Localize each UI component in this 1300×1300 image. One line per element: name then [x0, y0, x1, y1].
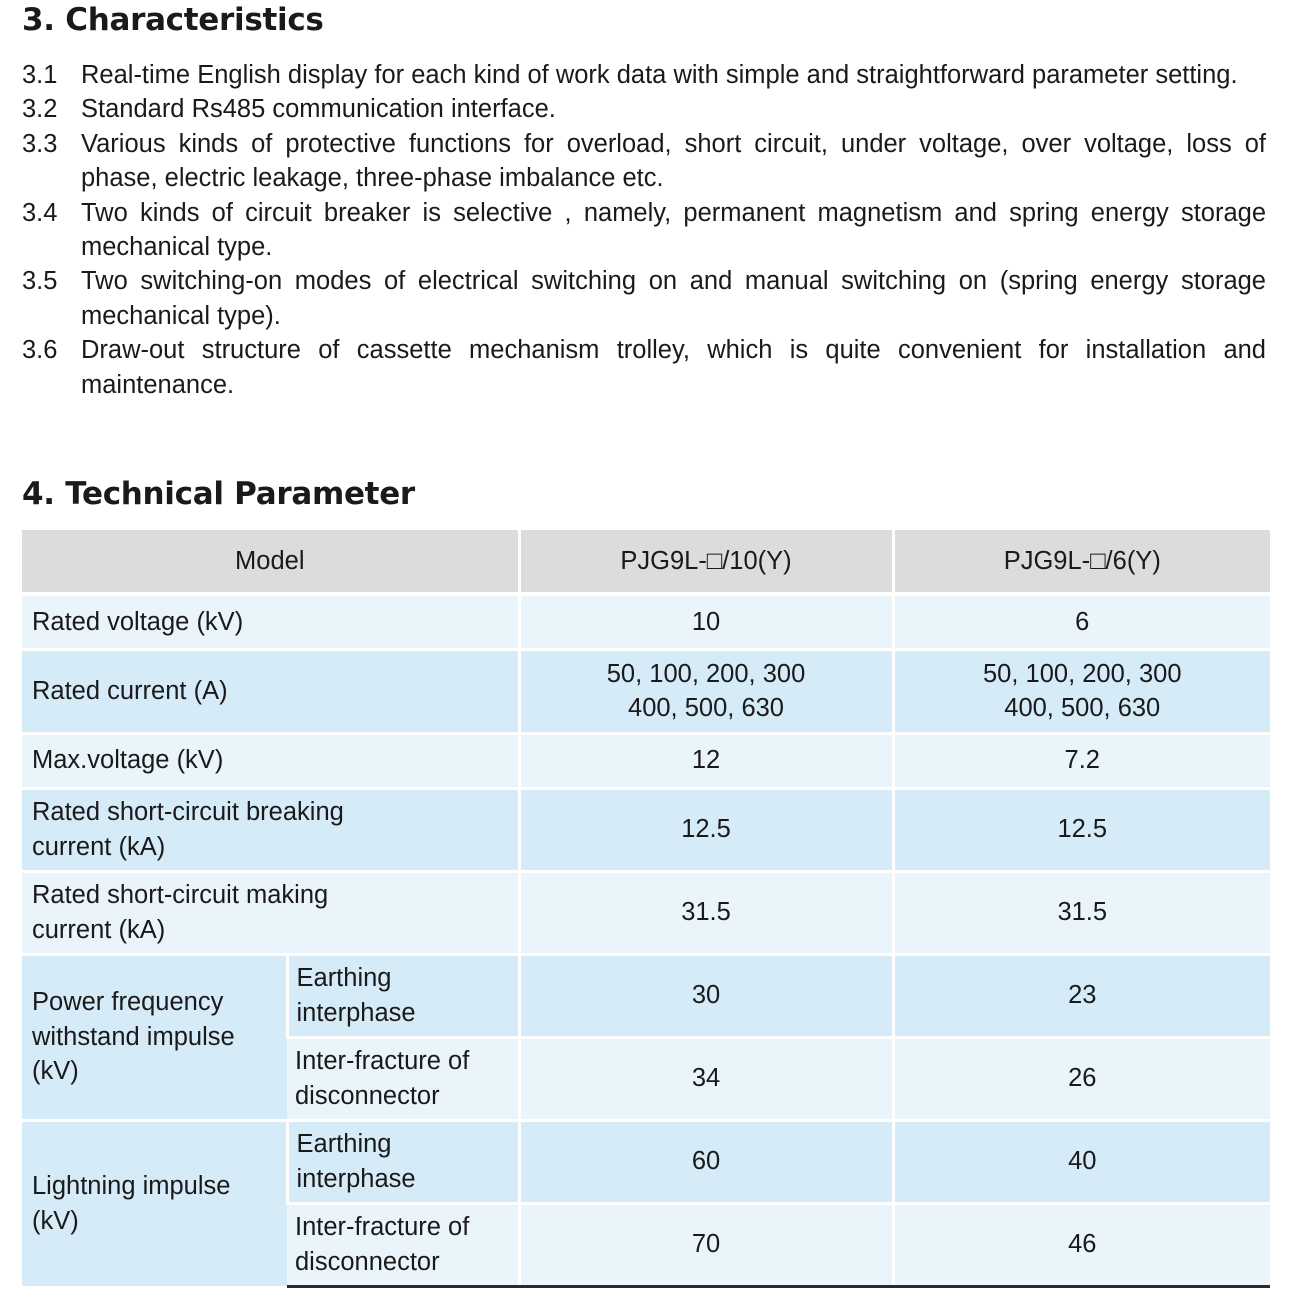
label-line: (kV) — [32, 1057, 79, 1086]
item-number: 3.5 — [22, 267, 58, 296]
cell-line: 50, 100, 200, 300 — [606, 659, 806, 688]
table-row — [22, 871, 1270, 954]
header-model: Model — [22, 530, 519, 594]
sub-label — [287, 954, 519, 1037]
table-header-row — [22, 530, 1270, 594]
list-item — [22, 264, 1266, 333]
label-line: interphase — [296, 998, 416, 1027]
label-line: Inter-fracture of — [295, 1213, 470, 1242]
sub-label — [287, 1203, 519, 1286]
table-row — [22, 1120, 1270, 1203]
item-text: Real-time English display for each kind of work data with simple and straightforward parameter setting. — [81, 61, 1238, 89]
sub-label — [287, 1037, 519, 1120]
item-number: 3.2 — [22, 95, 58, 124]
label-line: withstand impulse — [32, 1022, 235, 1051]
item-number: 3.6 — [22, 336, 58, 365]
technical-parameter-heading: 4. Technical Parameter — [22, 476, 415, 512]
cell-value: 12.5 — [893, 788, 1270, 871]
row-label: Rated voltage (kV) — [22, 594, 519, 649]
cell-line: 400, 500, 630 — [1004, 694, 1161, 722]
row-group-label — [22, 954, 287, 1120]
row-label: Rated current (A) — [22, 649, 519, 733]
cell-value: 46 — [893, 1203, 1270, 1286]
item-text: Various kinds of protective functions for overload, short circuit, under voltage, over voltage, loss of phase, electric leakage, three-phase imbalance etc. — [81, 129, 1266, 193]
item-number: 3.1 — [22, 61, 58, 89]
label-line: current (kA) — [32, 832, 166, 861]
item-text: Two switching-on modes of electrical switching on and manual switching on (spring energy storage mechanical type). — [81, 267, 1266, 330]
item-text: Draw-out structure of cassette mechanism trolley, which is quite convenient for installation and maintenance. — [81, 336, 1266, 399]
cell-value: 23 — [893, 954, 1270, 1037]
label-line: Rated short-circuit breaking — [32, 798, 344, 827]
table-row — [22, 788, 1270, 871]
label-line: Power frequency — [32, 988, 224, 1017]
cell-value: 40 — [893, 1120, 1270, 1203]
cell-value: 31.5 — [519, 871, 893, 954]
label-line: (kV) — [32, 1206, 79, 1235]
cell-value: 26 — [893, 1037, 1270, 1120]
row-group-label — [22, 1120, 287, 1286]
label-line: Earthing — [296, 964, 392, 993]
sub-label — [287, 1120, 519, 1203]
cell-line: 50, 100, 200, 300 — [983, 659, 1182, 688]
cell-value: 6 — [893, 594, 1270, 649]
label-line: Lightning impulse — [32, 1172, 231, 1201]
label-line: Inter-fracture of — [295, 1047, 470, 1076]
item-number: 3.4 — [22, 198, 58, 227]
header-model-10kv: PJG9L-□/10(Y) — [519, 530, 893, 594]
cell-value: 7.2 — [893, 733, 1270, 788]
list-item — [22, 127, 1266, 196]
label-line: Rated short-circuit making — [32, 881, 329, 910]
characteristics-list — [22, 58, 1266, 402]
cell-value: 10 — [519, 594, 893, 649]
row-label — [22, 871, 519, 954]
table-row — [22, 733, 1270, 788]
technical-parameter-table — [22, 530, 1270, 1288]
item-text: Standard Rs485 communication interface. — [81, 95, 556, 124]
cell-value: 30 — [519, 954, 893, 1037]
row-label — [22, 788, 519, 871]
characteristics-heading: 3. Characteristics — [22, 2, 324, 38]
label-line: disconnector — [295, 1247, 440, 1276]
list-item — [22, 333, 1266, 402]
list-item — [22, 92, 1266, 126]
cell-value: 70 — [519, 1203, 893, 1286]
table-row — [22, 649, 1270, 733]
cell-value: 31.5 — [893, 871, 1270, 954]
cell-value — [893, 649, 1270, 733]
table-row — [22, 594, 1270, 649]
label-line: current (kA) — [32, 915, 166, 944]
cell-line: 400, 500, 630 — [628, 694, 784, 722]
table-row — [22, 954, 1270, 1037]
header-model-6kv: PJG9L-□/6(Y) — [893, 530, 1270, 594]
cell-value — [519, 649, 893, 733]
item-number: 3.3 — [22, 129, 58, 158]
label-line: Earthing — [296, 1130, 392, 1159]
label-line: disconnector — [295, 1081, 440, 1110]
list-item — [22, 196, 1266, 265]
cell-value: 12.5 — [519, 788, 893, 871]
row-label: Max.voltage (kV) — [22, 733, 519, 788]
label-line: interphase — [296, 1164, 416, 1193]
cell-value: 60 — [519, 1120, 893, 1203]
cell-value: 34 — [519, 1037, 893, 1120]
item-text: Two kinds of circuit breaker is selective , namely, permanent magnetism and spring energy storage mechanical type. — [81, 198, 1266, 262]
cell-value: 12 — [519, 733, 893, 788]
list-item — [22, 58, 1266, 92]
